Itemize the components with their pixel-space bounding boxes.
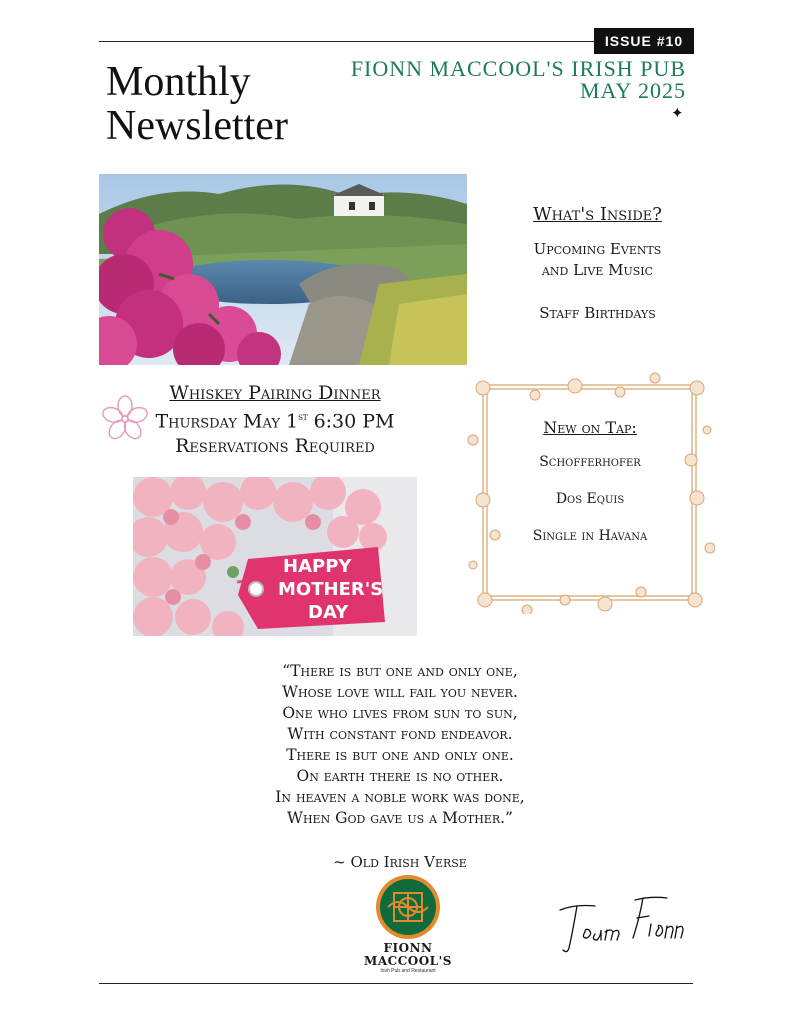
sparkle-icon: ✦: [671, 104, 684, 122]
newsletter-title: [106, 60, 366, 148]
verse-line-4: With constant fond endeavor.: [287, 725, 513, 743]
verse-line-6: On earth there is no other.: [296, 767, 504, 785]
team-fionn-signature: [555, 890, 685, 960]
pub-name: FIONN MACCOOL'S IRISH PUB: [350, 56, 686, 81]
logo-wordmark: [355, 942, 461, 968]
tap-beer-3: Single in Havana: [532, 528, 648, 544]
cherry-blossom-icon: [100, 394, 150, 444]
whiskey-date-suffix: st: [298, 412, 308, 423]
verse-line-7: In heaven a noble work was done,: [275, 788, 525, 806]
whiskey-dinner-heading: Whiskey Pairing Dinner: [169, 382, 381, 404]
inside-item-events-line2: and Live Music: [541, 261, 654, 279]
logo-name-line1: FIONN: [383, 941, 433, 955]
whats-inside-section: [505, 204, 690, 324]
title-line-1: Monthly: [106, 59, 251, 105]
tap-beer-2: Dos Equis: [555, 491, 625, 507]
verse-line-2: Whose love will fail you never.: [282, 683, 518, 701]
whiskey-date-time: 6:30 PM: [307, 410, 395, 433]
verse-attribution: ~ Old Irish Verse: [333, 853, 467, 871]
title-line-2: Newsletter: [106, 103, 288, 149]
logo-subtitle: Irish Pub and Restaurant: [380, 968, 436, 974]
logo-name-line2: MACCOOL'S: [364, 954, 452, 968]
whiskey-date-day: Thursday May 1: [155, 410, 299, 433]
mothers-day-photo: [133, 477, 417, 636]
issue-badge: ISSUE #10: [594, 28, 694, 54]
whiskey-dinner-date: [150, 405, 400, 434]
whiskey-dinner-note: Reservations Required: [175, 435, 375, 458]
whats-inside-heading: What's Inside?: [533, 204, 662, 225]
inside-item-events-line1: Upcoming Events: [533, 240, 662, 258]
new-on-tap-section: [490, 418, 690, 564]
verse-line-5: There is but one and only one.: [286, 746, 514, 764]
pub-header: [330, 58, 686, 102]
inside-item-birthdays: Staff Birthdays: [539, 304, 656, 322]
tag-line-1: HAPPY: [283, 556, 352, 577]
tag-line-3: DAY: [308, 602, 349, 623]
mothers-verse: [230, 661, 570, 829]
tap-beer-1: Schofferhofer: [539, 454, 641, 470]
verse-line-3: One who lives from sun to sun,: [282, 704, 518, 722]
whiskey-dinner-section: [150, 381, 400, 459]
tag-line-2: MOTHER'S: [278, 579, 384, 600]
issue-date: MAY 2025: [579, 78, 686, 103]
verse-line-8: When God gave us a Mother.”: [287, 809, 513, 827]
landscape-photo: [99, 174, 467, 365]
inside-item-events: [505, 239, 690, 281]
new-on-tap-heading: New on Tap:: [543, 418, 637, 437]
verse-line-1: “There is but one and only one,: [282, 662, 518, 680]
bottom-rule: [99, 983, 693, 984]
